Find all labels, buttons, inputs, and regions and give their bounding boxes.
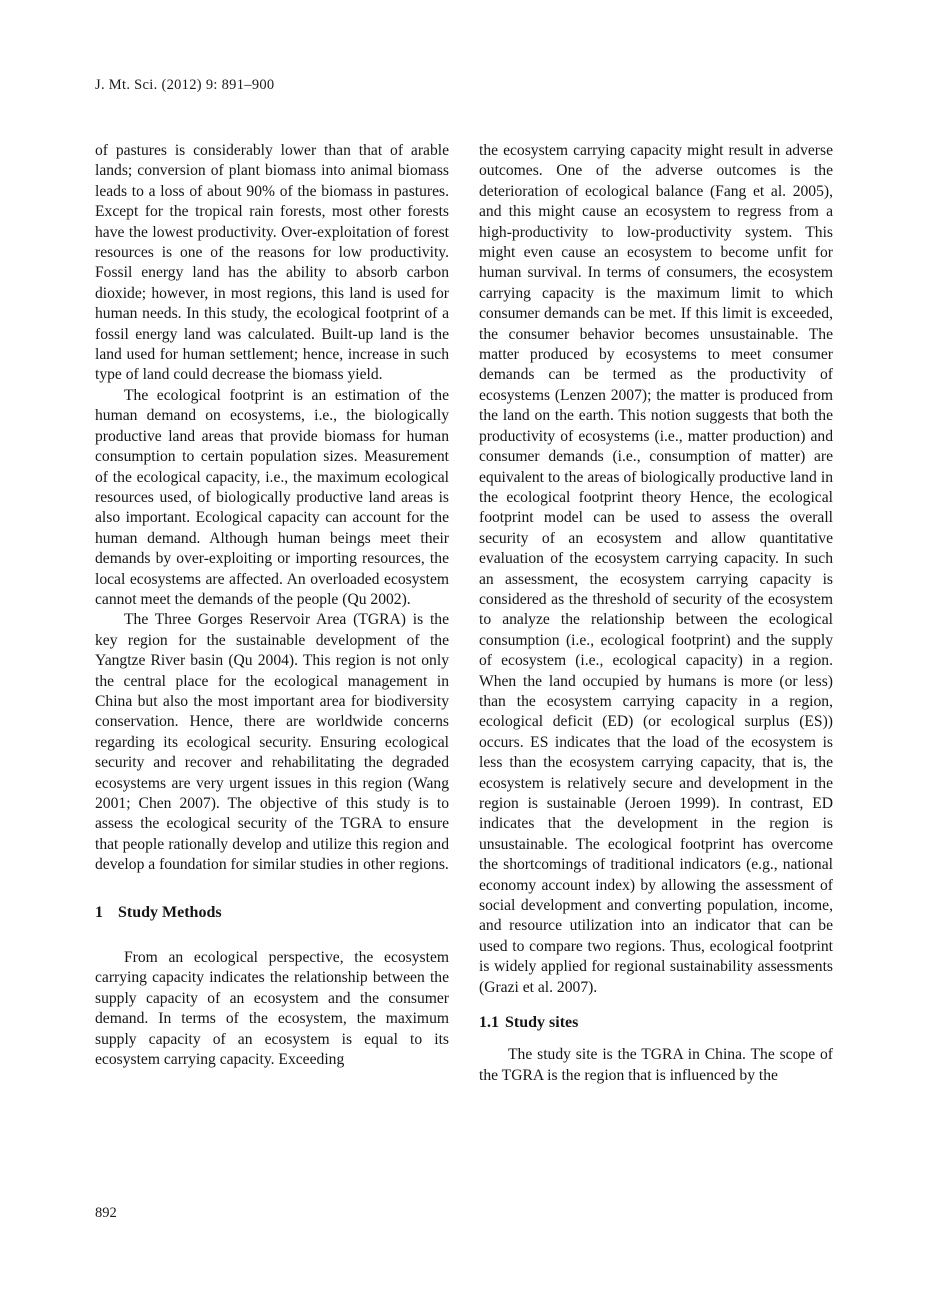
paragraph-study-site: The study site is the TGRA in China. The scope of the TGRA is the region that is influenced by the [479,1046,833,1084]
subsection-heading-study-sites [479,1013,833,1033]
page-body [95,141,834,1086]
paragraph-pastures: of pastures is considerably lower than that of arable lands; conversion of plant biomass into animal biomass leads to a loss of about 90% of the biomass in pastures. Except for the tropical rain forests, most other forests have the lowest productivity. Over-exploitation of forest resources is one of the reasons for low productivity. Fossil energy land has the ability to absorb carbon dioxide; however, in most regions, this land is used for human needs. In this study, the ecological footprint of a fossil energy land was calculated. Built-up land is the land used for human settlement; hence, increase in such type of land could decrease the biomass yield. [95,142,449,384]
page-number: 892 [95,1205,117,1221]
subsection-title: Study sites [505,1014,579,1032]
section-title: Study Methods [118,903,222,921]
paragraph-carrying-capacity: the ecosystem carrying capacity might result in adverse outcomes. One of the adverse outcomes is the deterioration of ecological balance (Fang et al. 2005), and this might cause an ecosystem to regress from a high-productivity to low-productivity system. This might even cause an ecosystem to become unfit for human survival. In terms of consumers, the ecosystem carrying capacity is the maximum limit to which consumer demands can be met. If this limit is exceeded, the consumer behavior becomes unsustainable. The matter produced by ecosystems to meet consumer demands can be termed as the productivity of ecosystems (Lenzen 2007); the matter is produced from the land on the earth. This notion suggests that both the productivity of ecosystems (i.e., matter production) and consumer demands (i.e., consumption of matter) are equivalent to the areas of biologically productive land in the ecological footprint theory Hence, the ecological footprint model can be used to assess the overall security of an ecosystem and allow quantitative evaluation of the ecosystem carrying capacity. In such an assessment, the ecosystem carrying capacity is considered as the threshold of security of the ecosystem to analyze the relationship between the ecological consumption (i.e., ecological footprint) and the supply of ecosystem (i.e., ecological capacity) in a region. When the land occupied by humans is more (or less) than the ecosystem carrying capacity in a region, ecological deficit (ED) (or ecological surplus (ES)) occurs. ES indicates that the load of the ecosystem is less than the ecosystem carrying capacity, that is, the ecosystem is relatively secure and development in the region is sustainable (Jeroen 1999). In contrast, ED indicates that the development in the region is unsustainable. The ecological footprint has overcome the shortcomings of traditional indicators (e.g., national economy account index) by allowing the assessment of social development and converting population, income, and resource utilization into an indicator that can be used to compare two regions. Thus, ecological footprint is widely applied for regional sustainability assessments (Grazi et al. 2007). [479,142,833,996]
journal-running-head: J. Mt. Sci. (2012) 9: 891–900 [95,77,275,93]
paragraph-methods-intro: From an ecological perspective, the ecosystem carrying capacity indicates the relationship between the supply capacity of an ecosystem and the consumer demand. In terms of the ecosystem, the maximum supply capacity of an ecosystem is equal to its ecosystem carrying capacity. Exceeding [95,949,449,1069]
right-column [479,141,833,1086]
paragraph-ecological-footprint: The ecological footprint is an estimation of the human demand on ecosystems, i.e., the biologically productive land areas that provide biomass for human consumption to certain population sizes. Measurement of the ecological capacity, i.e., the maximum ecological resources used, of biologically productive land areas is also important. Ecological capacity can account for the human demand. Although human beings meet their demands by over-exploiting or importing resources, the local ecosystems are affected. An overloaded ecosystem cannot meet the demands of the people (Qu 2002). [95,386,449,608]
left-column [95,141,449,1086]
section-number: 1 [95,903,103,921]
section-heading-study-methods [95,903,449,923]
paragraph-tgra: The Three Gorges Reservoir Area (TGRA) is the key region for the sustainable development of the Yangtze River basin (Qu 2004). This region is not only the central place for the ecological management in China but also the most important area for biodiversity conservation. Hence, there are worldwide concerns regarding its ecological security. Ensuring ecological security and recover and rehabilitating the degraded ecosystems are very urgent issues in this region (Wang 2001; Chen 2007). The objective of this study is to assess the ecological security of the TGRA to ensure that people rationally develop and utilize this region and develop a foundation for similar studies in other regions. [95,611,449,874]
subsection-number: 1.1 [479,1014,499,1032]
